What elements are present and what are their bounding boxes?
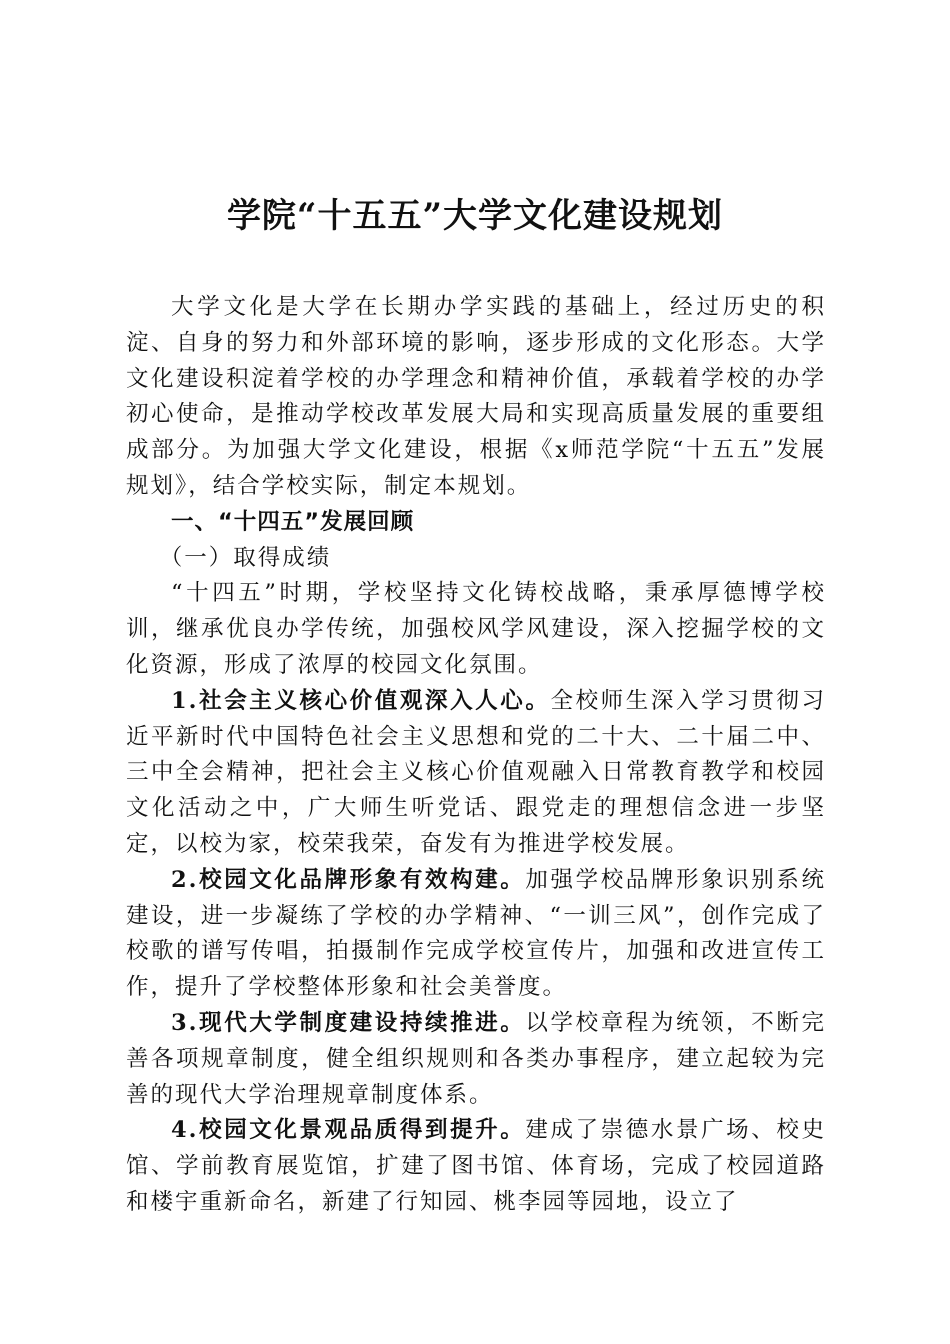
- list-item: [126, 1113, 826, 1220]
- item-body: 加强学校品牌形象识别系统建设，进一步凝练了学校的办学精神、“一训三风”，创作完成了校歌的谱写传唱，拍摄制作完成学校宣传片，加强和改进宣传工作，提升了学校整体形象和社会美誉度。: [126, 866, 826, 1001]
- item-title: 1.社会主义核心价值观深入人心。: [171, 687, 551, 714]
- item-title: 3.现代大学制度建设持续推进。: [171, 1009, 526, 1036]
- list-item: [126, 863, 826, 1006]
- item-title: 4.校园文化景观品质得到提升。: [171, 1117, 526, 1144]
- intro-paragraph: 大学文化是大学在长期办学实践的基础上，经过历史的积淀、自身的努力和外部环境的影响，逐步形成的文化形态。大学文化建设积淀着学校的办学理念和精神价值，承载着学校的办学初心使命，是推动学校改革发展大局和实现高质量发展的重要组成部分。为加强大学文化建设，根据《x师范学院“十五五”发展规划》，结合学校实际，制定本规划。: [126, 294, 826, 499]
- document-body: [126, 290, 826, 1221]
- item-body: 全校师生深入学习贯彻习近平新时代中国特色社会主义思想和党的二十大、二十届二中、三中全会精神，把社会主义核心价值观融入日常教育教学和校园文化活动之中，广大师生听党话、跟党走的理想信念进一步坚定，以校为家，校荣我荣，奋发有为推进学校发展。: [126, 687, 826, 857]
- section-heading: 一、“十四五”发展回顾: [171, 508, 415, 535]
- page-title: 学院“十五五”大学文化建设规划: [226, 196, 724, 236]
- item-body: 以学校章程为统领，不断完善各项规章制度，健全组织规则和各类办事程序，建立起较为完善的现代大学治理规章制度体系。: [126, 1009, 826, 1108]
- item-body: 建成了崇德水景广场、校史馆、学前教育展览馆，扩建了图书馆、体育场，完成了校园道路和楼宇重新命名，新建了行知园、桃李园等园地，设立了: [126, 1117, 826, 1215]
- subsection-heading: （一）取得成绩: [159, 544, 332, 571]
- item-title: 2.校园文化品牌形象有效构建。: [171, 866, 526, 893]
- list-item: [126, 1006, 826, 1113]
- list-item: [126, 684, 826, 863]
- summary-paragraph: “十四五”时期，学校坚持文化铸校战略，秉承厚德博学校训，继承优良办学传统，加强校风学风建设，深入挖掘学校的文化资源，形成了浓厚的校园文化氛围。: [126, 580, 826, 678]
